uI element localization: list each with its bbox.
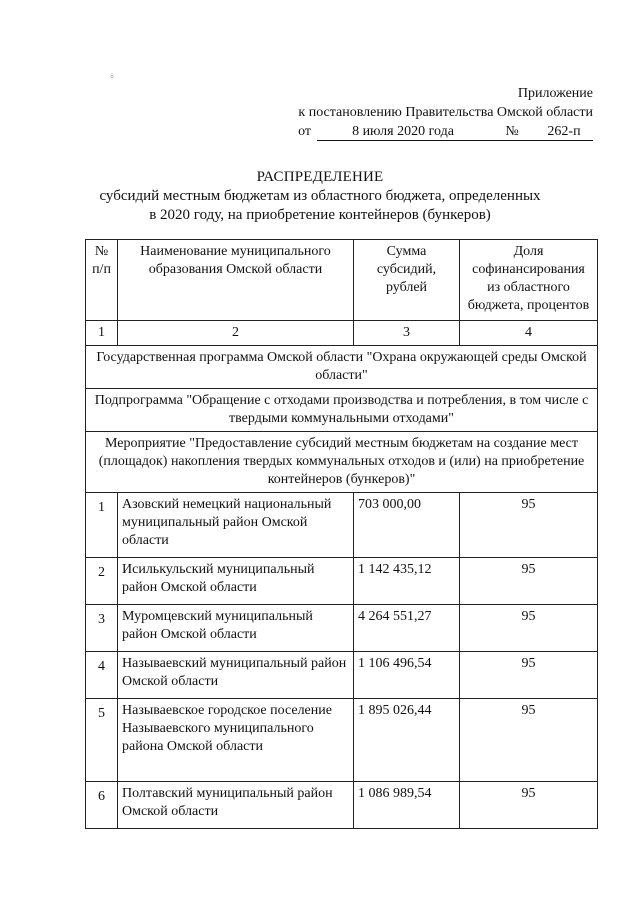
row-municipality: Полтавский муниципальный район Омской области	[118, 782, 354, 829]
resolution-date-line	[263, 122, 593, 141]
table-row	[86, 493, 598, 558]
row-share: 95	[460, 652, 598, 699]
table-header-row	[86, 240, 598, 321]
section-measure: Мероприятие "Предоставление субсидий местным бюджетам на создание мест (площадок) накопления твердых коммунальных отходов и (или) на приобретение контейнеров (бункеров)"	[86, 432, 598, 493]
col-header-number: № п/п	[86, 240, 118, 321]
col-header-name: Наименование муниципального образования Омской области	[118, 240, 354, 321]
row-sum: 1 895 026,44	[354, 699, 460, 782]
title-subtitle-1: субсидий местным бюджетам из областного бюджета, определенных	[99, 188, 541, 204]
row-municipality: Называевское городское поселение Называевского муниципального района Омской области	[118, 699, 354, 782]
subsidy-distribution-table	[85, 239, 598, 829]
appendix-header	[263, 84, 593, 141]
row-municipality: Исилькульский муниципальный район Омской области	[118, 558, 354, 605]
row-sum: 4 264 551,27	[354, 605, 460, 652]
row-number: 5	[86, 699, 118, 782]
resolution-date: 8 июля 2020 года	[317, 123, 489, 141]
row-municipality: Называевский муниципальный район Омской области	[118, 652, 354, 699]
number-label: №	[489, 123, 535, 141]
row-municipality: Муромцевский муниципальный район Омской области	[118, 605, 354, 652]
table-row	[86, 558, 598, 605]
col-number-1: 1	[86, 321, 118, 346]
table-row	[86, 699, 598, 782]
row-share: 95	[460, 558, 598, 605]
row-number: 4	[86, 652, 118, 699]
row-share: 95	[460, 699, 598, 782]
table-row	[86, 605, 598, 652]
resolution-number: 262-п	[535, 123, 593, 141]
document-title	[85, 168, 555, 225]
col-number-4: 4	[460, 321, 598, 346]
col-header-sum: Сумма субсидий, рублей	[354, 240, 460, 321]
section-program: Государственная программа Омской области "Охрана окружающей среды Омской области"	[86, 346, 598, 389]
scan-mark: °	[110, 74, 114, 85]
row-number: 6	[86, 782, 118, 829]
col-header-share: Доля софинансирования из областного бюджета, процентов	[460, 240, 598, 321]
title-subtitle-2: в 2020 году, на приобретение контейнеров (бункеров)	[149, 207, 491, 223]
row-share: 95	[460, 782, 598, 829]
row-number: 3	[86, 605, 118, 652]
row-sum: 703 000,00	[354, 493, 460, 558]
section-program-row	[86, 346, 598, 389]
row-share: 95	[460, 493, 598, 558]
section-subprogram-row	[86, 389, 598, 432]
section-subprogram: Подпрограмма "Обращение с отходами производства и потребления, в том числе с твердыми коммунальными отходами"	[86, 389, 598, 432]
col-number-2: 2	[118, 321, 354, 346]
row-sum: 1 106 496,54	[354, 652, 460, 699]
section-measure-row	[86, 432, 598, 493]
resolution-reference: к постановлению Правительства Омской области	[298, 105, 593, 120]
col-number-3: 3	[354, 321, 460, 346]
column-number-row	[86, 321, 598, 346]
row-share: 95	[460, 605, 598, 652]
row-number: 2	[86, 558, 118, 605]
title-main: РАСПРЕДЕЛЕНИЕ	[256, 169, 384, 185]
appendix-label: Приложение	[517, 86, 593, 101]
table-row	[86, 782, 598, 829]
row-sum: 1 086 989,54	[354, 782, 460, 829]
row-sum: 1 142 435,12	[354, 558, 460, 605]
from-label: от	[298, 124, 311, 139]
table-row	[86, 652, 598, 699]
row-number: 1	[86, 493, 118, 558]
row-municipality: Азовский немецкий национальный муниципальный район Омской области	[118, 493, 354, 558]
